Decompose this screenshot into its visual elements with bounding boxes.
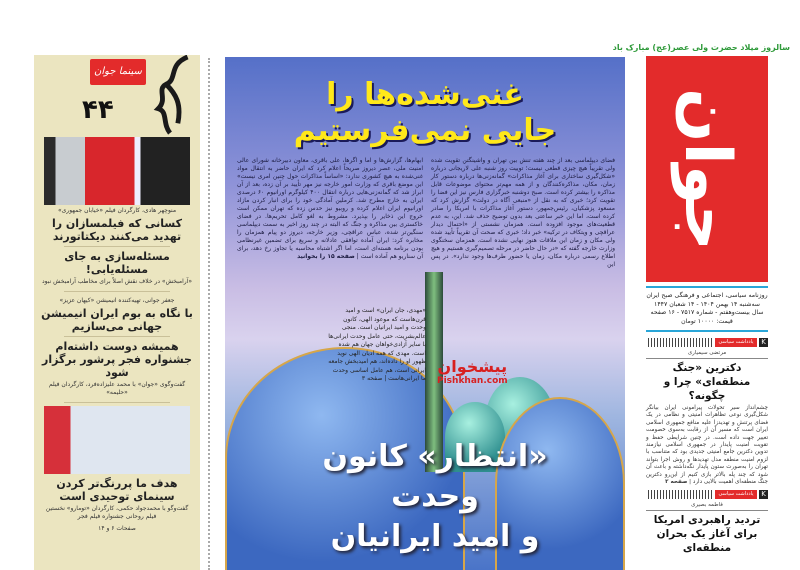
section-icon: K — [759, 490, 768, 499]
divider — [64, 291, 170, 292]
divider — [646, 510, 768, 511]
article-kicker: «آرامبخش» در خلاف نقش اصلاً برای مخاطب آرامبخش نبود — [41, 278, 193, 285]
section-tag: K یادداشت سیاسی — [648, 490, 768, 499]
article-headline[interactable]: مسئله‌سازی به جای مسئله‌یابی! — [64, 250, 170, 276]
hero-section — [225, 57, 625, 570]
divider — [64, 336, 170, 337]
issue-info: روزنامه سیاسی، اجتماعی و فرهنگی صبح ایران سه‌شنبه ۱۴ بهمن ۱۴۰۴ - ۱۴ شعبان ۱۴۴۷ سال بیست‌وهفتم - شماره ۷۵۱۷ - ۱۶ صفحه قیمت: ۱۰۰۰۰ تومان — [646, 292, 768, 325]
interview-photo-2 — [44, 406, 190, 474]
newspaper-logo: جوان — [646, 56, 768, 282]
divider — [64, 402, 170, 403]
article-headline[interactable]: تردید راهبردی امریکا برای آغاز یک بحران منطقه‌ای — [653, 514, 761, 555]
barcode-decoration — [648, 490, 713, 499]
article-headline[interactable]: دکترین «جنگ منطقه‌ای» چرا و چگونه؟ — [663, 362, 751, 402]
article-headline[interactable]: همیشه دوست داشته‌ام جشنواره فجر پرشور برگزار شود — [42, 340, 192, 379]
article-kicker: جعفر جوانی، تهیه‌کننده انیمیشن «کیهان عزیز» — [59, 297, 175, 304]
divider — [646, 286, 768, 288]
article-headline[interactable]: با نگاه به بوم ایران انیمیشن جهانی می‌سازیم — [41, 307, 193, 333]
barcode-decoration — [648, 338, 713, 347]
top-headline[interactable]: غنی‌شده‌ها را جایی نمی‌فرستیم — [293, 77, 557, 148]
section-tag: K یادداشت سیاسی — [648, 338, 768, 347]
right-column — [646, 56, 768, 555]
cinema-supplement — [34, 55, 200, 570]
page-reference: صفحات ۶ و ۱۴ — [98, 525, 136, 532]
author: فاطمه بصیری — [691, 502, 723, 509]
lead-article-body-2: ابهام‌ها، گزارش‌ها و اما و اگرها، علی باقری، معاون دبیرخانه شورای عالی امنیت ملی، عصر دیروز صریحاً اعلام کرد که ایران حاضر به انتقال مواد غنی‌شده به هیچ کشوری ندارد: «اساساً مذاکرات حول چنین امری نیست» این موضع باقری که وزارت امور خارجه نیز مهر تأیید بر آن زده، بعد از آن ابراز شد که گمانه‌زنی‌هایی درباره انتقال ۴۰۰ کیلوگرم اورانیوم ۶۰ درصدی ایران به خارج مطرح شد. کرملین آمادگی خود را برای انبار کردن مازاد اورانیوم ایران اعلام کرده و روبیو نیز حدس زده که تهران ممکن است خروج این ذخایر را بپذیرد. مشروط به لغو کامل تحریم‌ها. در فضای خاکستری بین مذاکره و جنگ که البته در چند روز اخیر به سمت دیپلماسی سنگین‌تر شده، عباس عراقچی، وزیر خارجه، دیروز دو پیام همزمان را مخابره کرد: ایران آماده توافقی عادلانه و سریع برای تضمین غیرنظامی بودن برنامه هسته‌ای است، اما اگر اشتباه محاسبه یا تجاوز رخ دهد، برای آن سناریو هم آماده است | صفحه ۱۵ را بخوانید — [237, 157, 424, 260]
main-headline[interactable]: «انتظار» کانون وحدت و امید ایرانیان — [322, 439, 548, 554]
divider — [646, 330, 768, 332]
divider — [64, 246, 170, 247]
photo-caption: «مهدی، جان ایران» است و امید قرن‌هاست که موعود الهی، کانون وحدت و امید ایرانیان است. منجی عالم‌بشریت، حتی عامل وحدت ایرانی‌ها با سایر آزادی‌خواهان جهان هم شده است. مهدی که همه ادیان الهی نوید ظهور او را داده‌اند، هم امیدبخش جامعه ایرانی است، هم عامل اساسی وحدت ما ایرانی‌هاست | صفحه ۳ — [328, 307, 426, 382]
article-kicker: منوچهر هادی، کارگردان فیلم «خیابان جمهوری» — [57, 207, 177, 214]
page-reference: صفحه ۱۵ را بخوانید — [297, 253, 355, 260]
simorgh-logo-icon — [148, 55, 194, 135]
article-kicker: گفت‌وگوی «جوان» با محمد علیزاده‌فرد، کارگردان فیلم «حلیمه» — [48, 381, 186, 396]
section-icon: K — [759, 338, 768, 347]
article-headline[interactable]: کسانی که فیلمسازان را تهدید می‌کنند دیکتاتورند — [51, 217, 182, 243]
divider — [646, 358, 768, 359]
lead-article-body: فضای دیپلماسی بعد از چند هفته تنش بین تهران و واشینگتن تقویت شده ولی تقریباً هیچ چیزی قطعی نیست؛ توییت روز شنبه علی لاریجانی درباره «شکل‌گیری ساختاری برای آغاز مذاکرات» گمانه‌زنی‌ها درباره دستور کار زمان، مکان، مذاکره‌کنندگان و از همه مهم‌تر محتوای موضوعات قابل مذاکره را بیشتر کرده است. صبح دوشنبه خبرگزاری فارس نیز این فضا را تقویت کرد؛ خبری که به نقل از «منبعی آگاه در دولت» گزارش کرد که مسعود پزشکیان، رئیس‌جمهور، دستور آغاز مذاکرات با امریکا را صادر کرده است، اما این خبر ساعتی بعد بدون توضیح حذف شد. این، به عدم قطعیت‌های موجود افزوده است. همزمان نشستی از «احتمال دیدار عراقچی و ویتکاف در ترکیه» خبر داد؛ خبری که صحت آن تقریباً تأیید شده ولی مکان و زمان این ملاقات هنوز نهایی نشده است. همزمان سخنگوی وزارت خارجه گفته که «در حال حاضر در مرحله تصمیم‌گیری هستیم و هیچ اطلاع رسمی درباره مکان، زمان یا حضور طرف‌ها وجود ندارد». در پس این — [431, 157, 615, 268]
supplement-header — [40, 55, 194, 135]
author: مرتضی سیمیاری — [687, 350, 727, 356]
greeting-banner: سالروز میلاد حضرت ولی عصر(عج) مبارک باد — [612, 43, 790, 52]
supplement-label: سینما جوان — [90, 59, 146, 85]
interview-photo — [44, 137, 190, 205]
article-kicker: گفت‌وگو با محمدجواد حکمی، کارگردان «تومارو» نخستین فیلم روحانی جشنواره فیلم فجر — [45, 505, 189, 520]
column-divider — [208, 58, 210, 570]
article-headline[interactable]: هدف ما پررنگ‌تر کردن سینمای توحیدی است — [56, 477, 178, 503]
article-body: چشم‌انداز سیر تحولات پیرامونی ایران بیانگر شکل‌گیری نوعی تظاهرات امنیتی و نظامی در یک فضای پرتنش و تهدیدزا علیه منافع جمهوری اسلامی ایران است که مسیر آن از رقابت به‌سوی خصومت تغییر جهت داده است. در چنین شرایطی حفظ و تقویت امنیت پایدار در جمهوری اسلامی نیازمند تدوین دکترین جامع امنیتی جدیدی بود که متناسب با لزوم امنیت منطقه مدل تهدیدها و روش اجرا بتواند تهران را به‌صورت ستون پایدار نگه‌داشته و باعث آن شود که چند پله بالاتر بازی کنیم از این‌رو دکترین جنگ منطقه‌ای اهمیت بالایی دارد | صفحه ۲ — [646, 405, 768, 486]
festival-number: ۴۴ — [82, 95, 114, 125]
page-reference: صفحه ۲ — [665, 479, 688, 486]
watermark: پیشخوان Pishkhan.com — [437, 357, 508, 386]
